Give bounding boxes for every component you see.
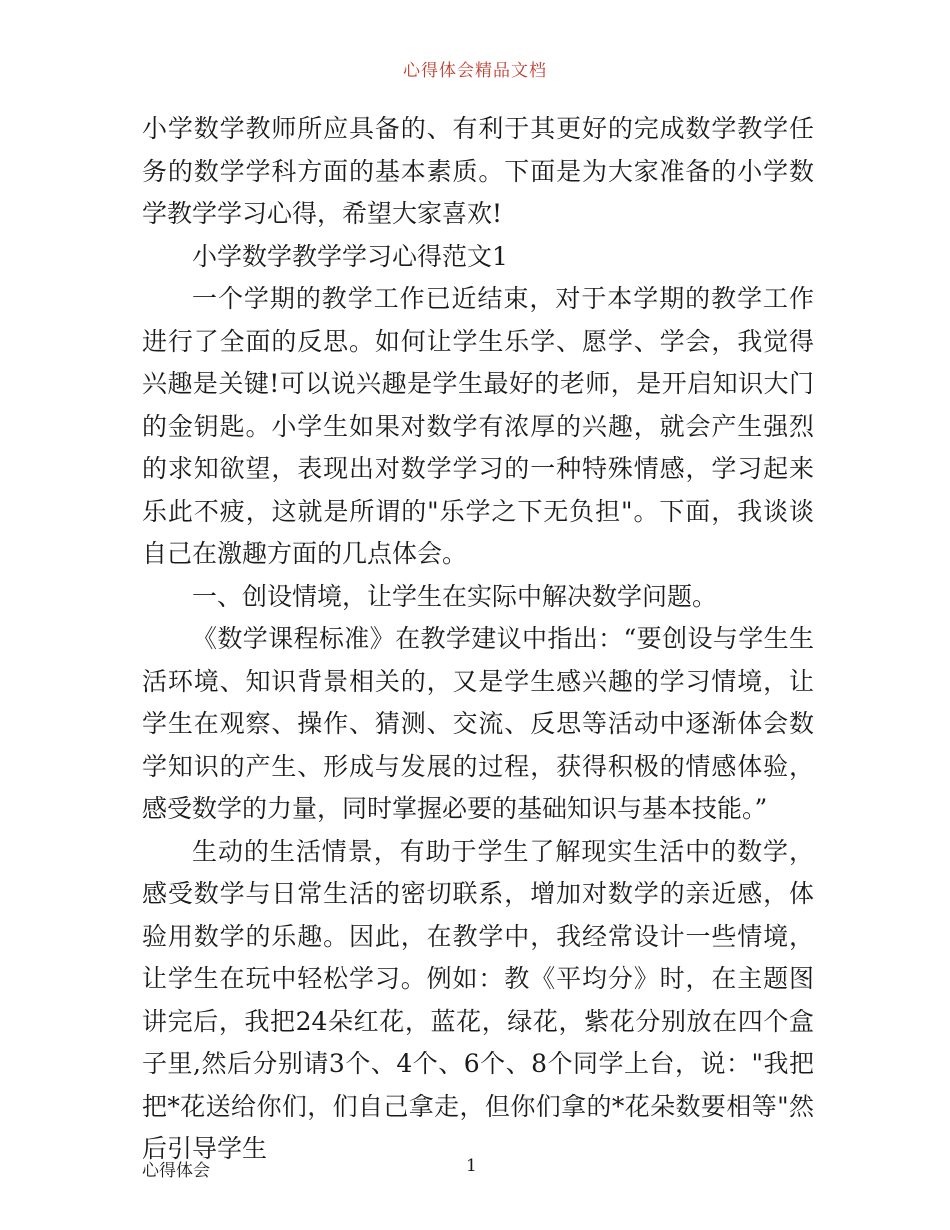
page-number: 1 bbox=[466, 1156, 477, 1176]
body-paragraph: 《数学课程标准》在教学建议中指出：“要创设与学生生活环境、知识背景相关的，又是学生感兴趣的学习情境，让学生在观察、操作、猜测、交流、反思等活动中逐渐体会数学知识的产生、形成与发展的过程，获得积极的情感体验，感受数学的力量，同时掌握必要的基础知识与基本技能。” bbox=[142, 624, 814, 823]
section-heading: 小学数学教学学习心得范文1 bbox=[192, 241, 508, 271]
document-body bbox=[142, 108, 814, 1171]
body-paragraph: 生动的生活情景，有助于学生了解现实生活中的数学，感受数学与日常生活的密切联系，增加对数学的亲近感，体验用数学的乐趣。因此，在教学中，我经常设计一些情境，让学生在玩中轻松学习。例如：教《平均分》时，在主题图讲完后，我把24朵红花，蓝花，绿花，紫花分别放在四个盒子里,然后分别请3个、4个、6个、8个同学上台，说："我把把*花送给你们，们自己拿走，但你们拿的*花朵数要相等"然后引导学生 bbox=[142, 836, 814, 1163]
subsection-heading: 一、创设情境，让学生在实际中解决数学问题。 bbox=[192, 581, 718, 611]
footer-label: 心得体会 bbox=[142, 1161, 210, 1181]
page-header-title: 心得体会精品文档 bbox=[403, 61, 547, 81]
intro-paragraph: 小学数学教师所应具备的、有利于其更好的完成数学教学任务的数学学科方面的基本素质。下面是为大家准备的小学数学教学学习心得，希望大家喜欢! bbox=[142, 114, 814, 228]
body-paragraph: 一个学期的教学工作已近结束，对于本学期的教学工作进行了全面的反思。如何让学生乐学、愿学、学会，我觉得兴趣是关键!可以说兴趣是学生最好的老师，是开启知识大门的金钥匙。小学生如果对数学有浓厚的兴趣，就会产生强烈的求知欲望，表现出对数学学习的一种特殊情感，学习起来乐此不疲，这就是所谓的"乐学之下无负担"。下面，我谈谈自己在激趣方面的几点体会。 bbox=[142, 284, 814, 568]
